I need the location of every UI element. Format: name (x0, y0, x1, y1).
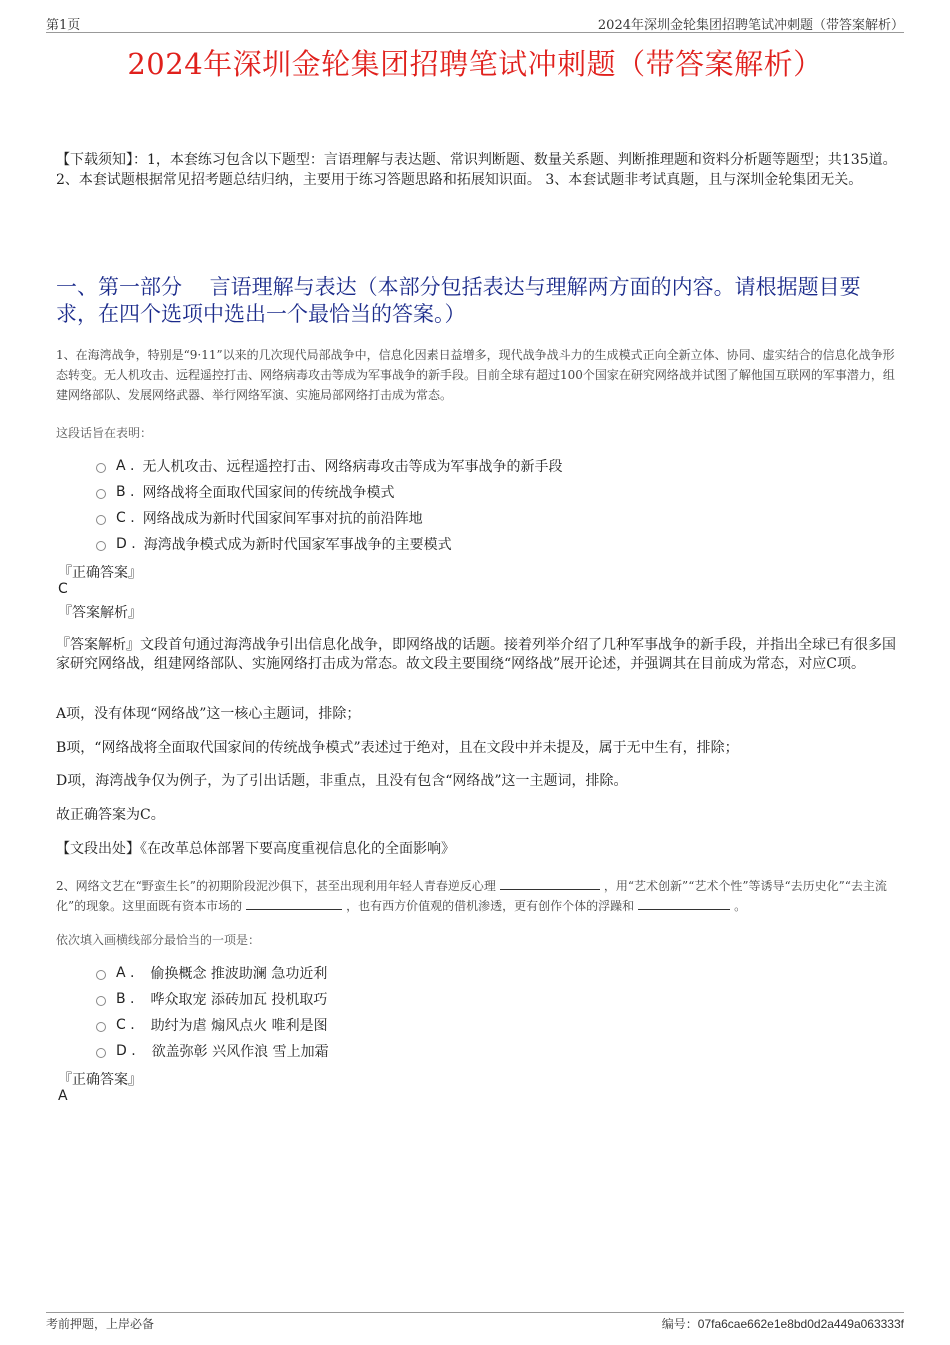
option-a-note: A项，没有体现“网络战”这一核心主题词，排除； (56, 706, 361, 722)
footer-code-label: 编号： (661, 1317, 698, 1331)
analysis-label: 『答案解析』 (58, 605, 142, 621)
correct-answer-label: 『正确答案』 (58, 1072, 142, 1088)
option-b[interactable] (96, 479, 562, 505)
conclusion: 故正确答案为C。 (56, 807, 165, 823)
fill-blank[interactable] (638, 897, 730, 910)
question-1-prompt: 这段话旨在表明： (56, 426, 153, 440)
option-letter: A . (116, 965, 135, 981)
question-2-options (96, 960, 329, 1064)
question-2-text-part: ，也有西方价值观的借机渗透，更有创作个体的浮躁和 (346, 899, 635, 913)
question-2-prompt: 依次填入画横线部分最恰当的一项是： (56, 933, 261, 947)
question-2-text (56, 876, 898, 916)
correct-answer: A (58, 1088, 68, 1104)
download-notice: 【下载须知】：1，本套练习包含以下题型：言语理解与表达题、常识判断题、数量关系题、判断推理题和资料分析题等题型；共135道。 2、本套试题根据常见招考题总结归纳，主要用于练习答题思路和拓展知识面。 3、本套试题非考试真题，且与深圳金轮集团无关。 (56, 152, 897, 188)
option-letter: B . (116, 991, 135, 1007)
radio-button-icon[interactable] (96, 1048, 106, 1058)
footer-code-value: 07fa6cae662e1e8bd0d2a449a063333f (697, 1317, 904, 1331)
option-letter: C . (116, 1017, 135, 1033)
option-d[interactable] (96, 531, 562, 557)
correct-answer-label: 『正确答案』 (58, 565, 142, 581)
option-d-note: D项，海湾战争仅为例子，为了引出话题，非重点，且没有包含“网络战”这一主题词，排除。 (56, 773, 628, 789)
radio-button-icon[interactable] (96, 970, 106, 980)
radio-button-icon[interactable] (96, 541, 106, 551)
option-c[interactable] (96, 1012, 329, 1038)
radio-button-icon[interactable] (96, 463, 106, 473)
option-text: 偷换概念 推波助澜 急功近利 (150, 966, 328, 982)
option-a[interactable] (96, 960, 329, 986)
question-1-options (96, 453, 562, 557)
radio-button-icon[interactable] (96, 489, 106, 499)
option-letter: D . (116, 1043, 136, 1059)
footer-divider (46, 1312, 904, 1313)
option-d[interactable] (96, 1038, 329, 1064)
radio-button-icon[interactable] (96, 515, 106, 525)
analysis-text: 『答案解析』文段首句通过海湾战争引出信息化战争，即网络战的话题。接着列举介绍了几种军事战争的新手段，并指出全球已有很多国家研究网络战，组建网络部队、实施网络打击成为常态。故文段主要围绕“网络战”展开论述，并强调其在目前成为常态，对应C项。 (56, 637, 896, 672)
document-title: 2024年深圳金轮集团招聘笔试冲刺题（带答案解析） (127, 47, 823, 81)
question-2-text-part: 2、网络文艺在“野蛮生长”的初期阶段泥沙俱下，甚至出现利用年轻人青春逆反心理 (56, 879, 496, 893)
page-number: 第1页 (46, 18, 81, 33)
source-citation: 【文段出处】《在改革总体部署下要高度重视信息化的全面影响》 (56, 841, 455, 857)
option-letter: C . (116, 510, 135, 526)
radio-button-icon[interactable] (96, 1022, 106, 1032)
question-2-text-part: 。 (734, 899, 747, 913)
option-c[interactable] (96, 505, 562, 531)
option-letter: A . (116, 458, 135, 474)
option-letter: D . (116, 536, 136, 552)
fill-blank[interactable] (246, 897, 342, 910)
footer-code (662, 1315, 904, 1332)
header-doc-title: 2024年深圳金轮集团招聘笔试冲刺题（带答案解析） (597, 18, 904, 33)
correct-answer: C (58, 581, 68, 597)
question-2-text-part: ，用“艺术创新”“艺术个性”等诱导“去历史化”“去主流化”的现象。这里面既有资本市场的 (56, 879, 887, 913)
option-letter: B . (116, 484, 135, 500)
option-a[interactable] (96, 453, 562, 479)
option-text: 哗众取宠 添砖加瓦 投机取巧 (150, 992, 328, 1008)
option-text: 助纣为虐 煽风点火 唯利是图 (150, 1018, 328, 1034)
section-heading: 一、第一部分 言语理解与表达（本部分包括表达与理解两方面的内容。请根据题目要求，在四个选项中选出一个最恰当的答案。） (56, 275, 861, 326)
option-b[interactable] (96, 986, 329, 1012)
radio-button-icon[interactable] (96, 996, 106, 1006)
footer-slogan: 考前押题，上岸必备 (46, 1317, 155, 1331)
option-text: 网络战成为新时代国家间军事对抗的前沿阵地 (142, 511, 423, 527)
question-1-text: 1、在海湾战争，特别是“9·11”以来的几次现代局部战争中，信息化因素日益增多，现代战争战斗力的生成模式正向全新立体、协同、虚实结合的信息化战争形态转变。无人机攻击、远程遥控打击、网络病毒攻击等成为军事战争的新手段。目前全球有超过100个国家在研究网络战并试图了解他国互联网的军事潜力，组建网络部队、发展网络武器、举行网络军演、实施局部网络打击成为常态。 (56, 348, 895, 402)
option-text: 网络战将全面取代国家间的传统战争模式 (142, 485, 395, 501)
option-text: 海湾战争模式成为新时代国家军事战争的主要模式 (143, 537, 452, 553)
option-b-note: B项，“网络战将全面取代国家间的传统战争模式”表述过于绝对，且在文段中并未提及，属于无中生有，排除； (56, 740, 739, 756)
option-text: 无人机攻击、远程遥控打击、网络病毒攻击等成为军事战争的新手段 (142, 459, 563, 475)
header-divider (46, 32, 904, 33)
fill-blank[interactable] (500, 877, 600, 890)
option-text: 欲盖弥彰 兴风作浪 雪上加霜 (151, 1044, 329, 1060)
